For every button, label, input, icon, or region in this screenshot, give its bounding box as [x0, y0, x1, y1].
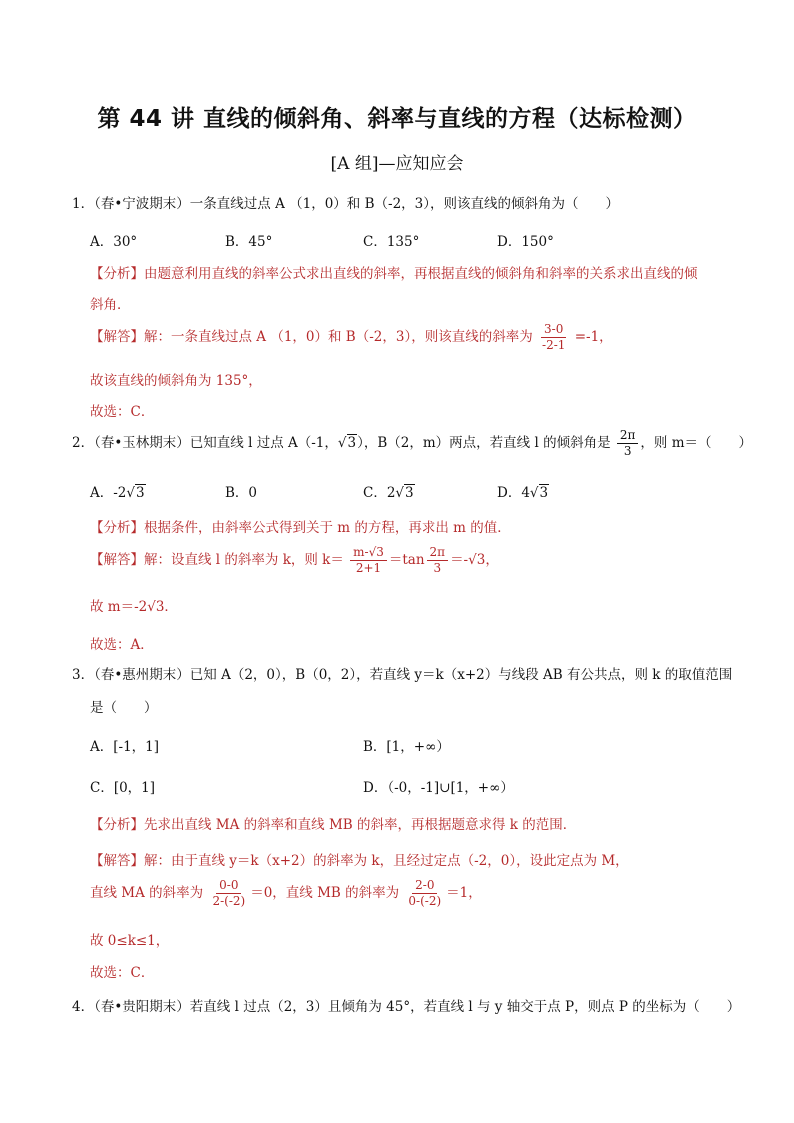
q2-stem: [72, 428, 752, 459]
q1-answer-text: 【解答】解：一条直线过点 A （1，0）和 B（-2，3），则该直线的斜率为: [90, 329, 533, 345]
q2-conclusion: 故 m＝-2√3．: [90, 599, 178, 615]
q1-option-a: A．30°: [90, 234, 138, 250]
q2-option-b: B．0: [225, 485, 258, 501]
q3-stem: 3．（春•惠州期末）已知 A（2，0），B（0，2），若直线 y＝k（x+2）与线段 AB 有公共点，则 k 的取值范围: [72, 667, 733, 683]
q2-angle-fraction: [617, 428, 639, 459]
q2-option-d: D．4√3: [497, 485, 549, 501]
q1-option-d: D．150°: [497, 234, 554, 250]
q3-option-d: D．（-0，-1]∪[1，+∞）: [363, 780, 514, 796]
q1-frac-num: 3-0: [541, 322, 566, 338]
q3-stem-cont: 是（ ）: [90, 700, 158, 716]
q1-choice: 故选：C．: [90, 404, 155, 420]
q3-analysis: 【分析】先求出直线 MA 的斜率和直线 MB 的斜率，再根据题意求得 k 的范围．: [90, 817, 577, 833]
q1-option-b: B．45°: [225, 234, 273, 250]
q2-stem-c: ，则 m＝（ ）: [640, 435, 752, 451]
q3-slopes: 直线 MA 的斜率为 $\frac{0-0}{2-(-2)}$ ＝0，直线 MB 的斜率为 $\frac{2-0}{0-(-2)}$ ＝1，: [90, 878, 482, 908]
q1-analysis: 【分析】由题意利用直线的斜率公式求出直线的斜率，再根据直线的倾斜角和斜率的关系求出直线的倾: [90, 266, 698, 282]
q2-stem-a: 2．（春•玉林期末）已知直线 l 过点 A（-1，: [72, 435, 338, 451]
q2-tan-fraction: $\frac{2\pi}{3}$: [427, 545, 449, 576]
q3-ma-fraction: $\frac{0-0}{2-(-2)}$: [212, 878, 246, 908]
q3-choice: 故选：C．: [90, 965, 155, 981]
q2-answer: 【解答】解：设直线 l 的斜率为 k，则 k＝ $\frac{m-√3}{2+1}$ ＝tan $\frac{2\pi}{3}$ ＝-√3，: [90, 545, 499, 575]
q3-conclusion: 故 0≤k≤1，: [90, 933, 170, 949]
q1-slope-fraction: [539, 322, 568, 353]
q2-frac-den: 3: [623, 444, 632, 458]
q3-answer: 【解答】解：由于直线 y＝k（x+2）的斜率为 k，且经过定点（-2，0），设此定点为 M，: [90, 853, 629, 869]
q2-frac-num: 2π: [617, 428, 639, 444]
q1-frac-den: -2-1: [542, 338, 566, 352]
q3-option-a: A．[-1，1]: [90, 739, 160, 755]
q2-option-c: C．2√3: [363, 485, 414, 501]
q1-analysis-cont: 斜角．: [90, 297, 131, 313]
page-title: 第 44 讲 直线的倾斜角、斜率与直线的方程（达标检测）: [97, 106, 697, 132]
q3-option-c: C．[0，1]: [90, 780, 156, 796]
q2-option-a: A．-2√3: [90, 485, 145, 501]
q1-answer-result: =-1，: [574, 329, 613, 345]
q2-slope-fraction: $\frac{m-√3}{2+1}$: [350, 545, 387, 576]
q1-stem: 1．（春•宁波期末）一条直线过点 A （1，0）和 B（-2，3），则该直线的倾斜角为（ ）: [72, 196, 620, 212]
q2-analysis: 【分析】根据条件，由斜率公式得到关于 m 的方程，再求出 m 的值．: [90, 520, 511, 536]
q2-choice: 故选：A．: [90, 637, 154, 653]
q3-option-b: B．[1，+∞）: [363, 739, 450, 755]
sqrt-symbol: √3: [337, 435, 357, 451]
q1-conclusion: 故该直线的倾斜角为 135°，: [90, 373, 262, 389]
q1-option-c: C．135°: [363, 234, 420, 250]
section-subtitle: [A 组]—应知应会: [330, 154, 464, 174]
q1-answer: [90, 322, 613, 353]
q4-stem: 4．（春•贵阳期末）若直线 l 过点（2，3）且倾角为 45°，若直线 l 与 y 轴交于点 P，则点 P 的坐标为（ ）: [72, 999, 741, 1015]
q3-mb-fraction: $\frac{2-0}{0-(-2)}$: [408, 878, 442, 908]
q2-stem-b: ），B（2，m）两点，若直线 l 的倾斜角是: [357, 435, 611, 451]
